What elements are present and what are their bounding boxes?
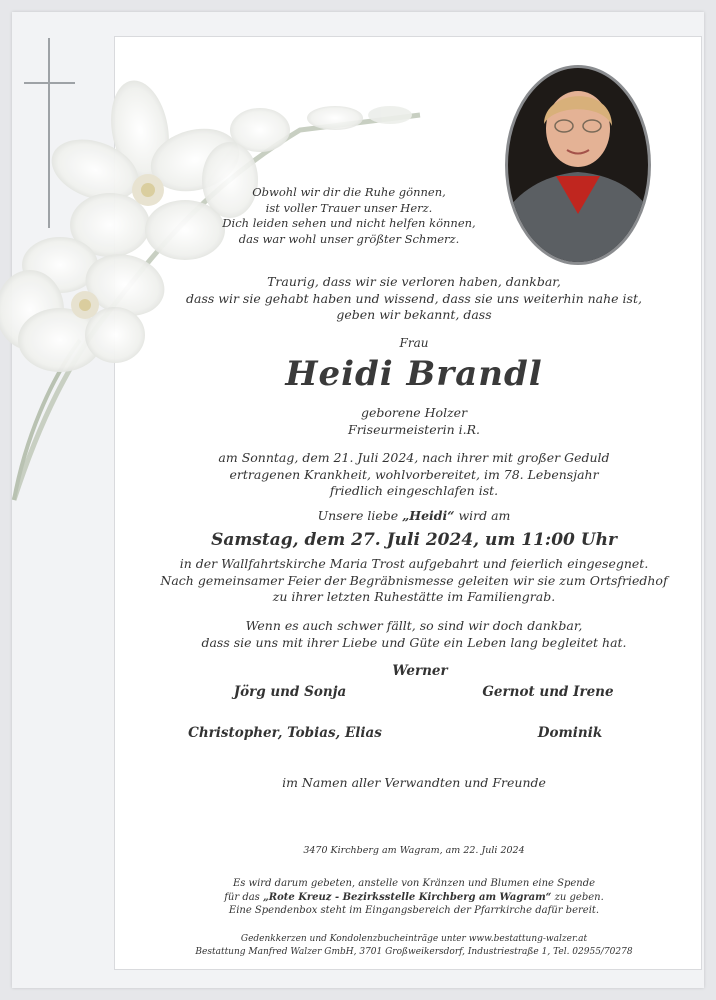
intro-line: geben wir bekannt, dass — [336, 307, 492, 322]
portrait-photo — [504, 64, 652, 266]
donation-line — [114, 891, 714, 905]
closing-line: Wenn es auch schwer fällt, so sind wir doch dankbar, — [245, 618, 583, 633]
on-behalf: im Namen aller Verwandten und Freunde — [282, 775, 546, 790]
salutation: Frau — [399, 336, 429, 350]
poem-line: Dich leiden sehen und nicht helfen können, — [222, 216, 476, 230]
closing-text — [114, 618, 714, 651]
death-line: ertragenen Krankheit, wohlvorbereitet, im 78. Lebensjahr — [229, 466, 599, 482]
profession: Friseurmeisterin i.R. — [348, 421, 480, 437]
maiden-name: geborene Holzer — [360, 405, 468, 420]
nickname: „Heidi“ — [402, 508, 455, 523]
footer-line: Bestattung Manfred Walzer GmbH, 3701 Großweikersdorf, Industriestraße 1, Tel. 02955/70278 — [195, 946, 633, 957]
intro-line: dass wir sie gehabt haben und wissend, dass sie uns weiterhin nahe ist, — [186, 290, 642, 306]
donation-line: Eine Spendenbox steht im Eingangsbereich der Pfarrkirche dafür bereit. — [228, 905, 600, 916]
family-spouse: Werner — [392, 663, 448, 679]
donation-line: Es wird darum gebeten, anstelle von Kränzen und Blumen eine Spende — [232, 878, 596, 889]
poem-line: das war wohl unser größter Schmerz. — [238, 231, 460, 246]
intro-text — [114, 274, 714, 324]
funeral-intro-text: wird am — [454, 508, 511, 523]
funeral-date: Samstag, dem 27. Juli 2024, um 11:00 Uhr — [211, 530, 617, 550]
death-line: friedlich eingeschlafen ist. — [329, 483, 499, 498]
death-info — [114, 450, 714, 500]
intro-line: Traurig, dass wir sie verloren haben, dankbar, — [267, 274, 561, 289]
ceremony-line: Nach gemeinsamer Feier der Begräbnismesse geleiten wir sie zum Ortsfriedhof — [160, 572, 668, 588]
closing-line: dass sie uns mit ihrer Liebe und Güte ein Leben lang begleitet hat. — [201, 634, 627, 650]
donation-text: für das — [224, 891, 263, 903]
family-member: Dominik — [537, 725, 603, 741]
donation-note — [114, 877, 714, 918]
deceased-name: Heidi Brandl — [285, 354, 543, 394]
poem-line: ist voller Trauer unser Herz. — [265, 200, 433, 215]
funeral-intro-text: Unsere liebe — [317, 508, 403, 523]
place-date: 3470 Kirchberg am Wagram, am 22. Juli 2024 — [303, 845, 525, 856]
poem — [184, 185, 514, 247]
birth-info — [114, 405, 714, 438]
family-member: Jörg und Sonja — [233, 684, 347, 700]
poem-line: Obwohl wir dir die Ruhe gönnen, — [252, 185, 446, 199]
family-member: Christopher, Tobias, Elias — [188, 725, 382, 741]
footer — [114, 933, 714, 958]
footer-line: Gedenkkerzen und Kondolenzbucheinträge unter www.bestattung-walzer.at — [240, 934, 588, 944]
family-member: Gernot und Irene — [482, 684, 614, 700]
ceremony-line: in der Wallfahrtskirche Maria Trost aufgebahrt und feierlich eingesegnet. — [179, 556, 649, 571]
donation-recipient: „Rote Kreuz - Bezirksstelle Kirchberg am Wagram“ — [263, 891, 552, 903]
ceremony-line: zu ihrer letzten Ruhestätte im Familiengrab. — [272, 589, 556, 604]
ceremony-text — [114, 556, 714, 606]
donation-text: zu geben. — [551, 891, 604, 903]
death-line: am Sonntag, dem 21. Juli 2024, nach ihrer mit großer Geduld — [218, 450, 610, 465]
funeral-intro — [114, 508, 714, 525]
